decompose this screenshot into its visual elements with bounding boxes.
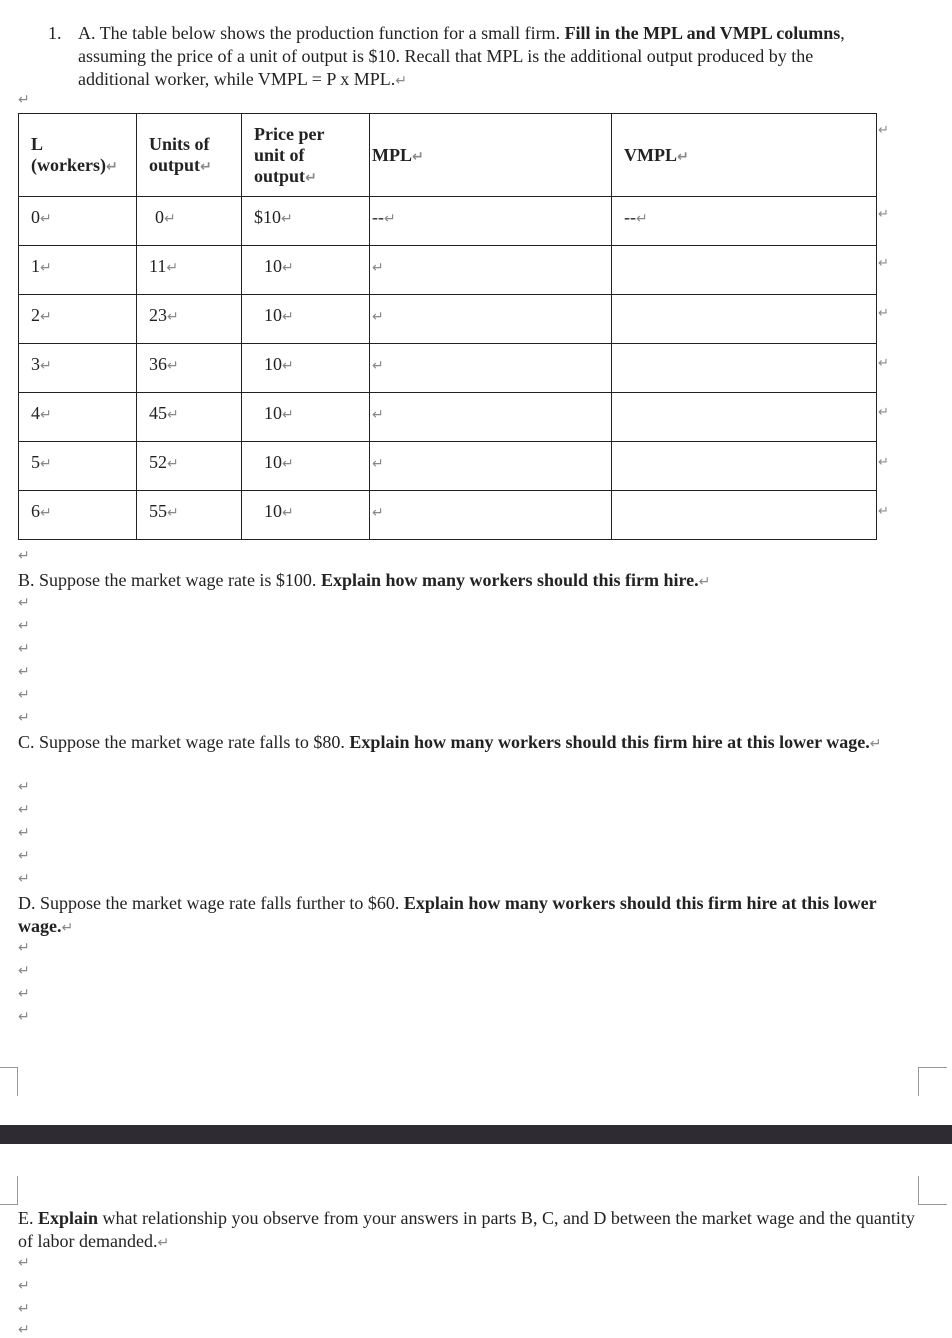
cell-l: 2↵ (19, 295, 137, 344)
table-row (19, 344, 877, 393)
cell-units: 45↵ (137, 393, 242, 442)
table-row (19, 197, 877, 246)
cell-vmpl[interactable] (612, 344, 877, 393)
cell-l: 4↵ (19, 393, 137, 442)
production-table (18, 113, 877, 540)
paragraph-mark-icon: ↵ (18, 871, 30, 887)
question-1 (48, 22, 868, 93)
header-l: L (workers)↵ (19, 114, 137, 197)
paragraph-mark-icon: ↵ (18, 595, 30, 611)
row-end-mark-icon: ↵ (878, 256, 889, 271)
cell-l: 5↵ (19, 442, 137, 491)
cell-price: 10↵ (242, 344, 370, 393)
cell-mpl[interactable]: --↵ (370, 197, 612, 246)
cell-units: 52↵ (137, 442, 242, 491)
cell-vmpl[interactable] (612, 442, 877, 491)
cell-vmpl[interactable] (612, 491, 877, 540)
cell-price: 10↵ (242, 393, 370, 442)
question-lead: A. The table below shows the production function for a small firm. (78, 23, 565, 43)
cell-units: 55↵ (137, 491, 242, 540)
paragraph-mark-icon: ↵ (18, 1278, 30, 1294)
paragraph-mark-icon: ↵ (18, 848, 30, 864)
header-price: Price per unit of output↵ (242, 114, 370, 197)
crop-mark (918, 1067, 947, 1096)
cell-price: $10↵ (242, 197, 370, 246)
cell-vmpl[interactable] (612, 295, 877, 344)
row-end-mark-icon: ↵ (878, 504, 889, 519)
cell-mpl[interactable]: ↵ (370, 246, 612, 295)
paragraph-mark-icon: ↵ (395, 73, 407, 89)
cell-mpl[interactable]: ↵ (370, 344, 612, 393)
cell-price: 10↵ (242, 295, 370, 344)
cell-units: 11↵ (137, 246, 242, 295)
row-end-mark-icon: ↵ (878, 455, 889, 470)
header-mpl: MPL↵ (370, 114, 612, 197)
paragraph-mark-icon: ↵ (18, 1009, 30, 1025)
paragraph-mark-icon: ↵ (18, 986, 30, 1002)
row-end-mark-icon: ↵ (878, 123, 889, 138)
paragraph-mark-icon: ↵ (18, 1322, 30, 1338)
cell-units: 0↵ (137, 197, 242, 246)
part-c: C. Suppose the market wage rate falls to $80. Explain how many workers should this firm hire at this lower wage.↵ (18, 732, 882, 752)
cell-vmpl[interactable] (612, 246, 877, 295)
paragraph-mark-icon: ↵ (18, 963, 30, 979)
crop-mark (0, 1067, 18, 1096)
paragraph-mark-icon: ↵ (18, 664, 30, 680)
paragraph-mark-icon: ↵ (18, 825, 30, 841)
cell-vmpl[interactable] (612, 393, 877, 442)
cell-l: 1↵ (19, 246, 137, 295)
paragraph-mark-icon: ↵ (18, 1255, 30, 1271)
table-row (19, 393, 877, 442)
paragraph-mark-icon: ↵ (18, 1301, 30, 1317)
cell-price: 10↵ (242, 442, 370, 491)
header-vmpl: VMPL↵ (612, 114, 877, 197)
table-row (19, 295, 877, 344)
paragraph-mark-icon: ↵ (18, 618, 30, 634)
paragraph-mark-icon: ↵ (18, 940, 30, 956)
part-d: D. Suppose the market wage rate falls further to $60. Explain how many workers should this firm hire at this lower wage.↵ (18, 893, 877, 936)
table-row (19, 491, 877, 540)
list-number: 1. (48, 23, 62, 43)
question-1-text (78, 22, 868, 93)
paragraph-mark-icon: ↵ (18, 548, 30, 564)
paragraph-mark-icon: ↵ (18, 687, 30, 703)
cell-mpl[interactable]: ↵ (370, 491, 612, 540)
row-end-mark-icon: ↵ (878, 207, 889, 222)
cell-mpl[interactable]: ↵ (370, 295, 612, 344)
header-units: Units of output↵ (137, 114, 242, 197)
paragraph-mark-icon: ↵ (18, 710, 30, 726)
cell-l: 3↵ (19, 344, 137, 393)
row-end-mark-icon: ↵ (878, 405, 889, 420)
cell-l: 6↵ (19, 491, 137, 540)
page-break-divider (0, 1125, 952, 1144)
table-header-row (19, 114, 877, 197)
question-rest: , assuming the price of a unit of output is $10. Recall that MPL is the additional output produced by the additional worker, while VMPL = P x MPL. (78, 23, 845, 89)
paragraph-mark-icon: ↵ (18, 641, 30, 657)
cell-price: 10↵ (242, 246, 370, 295)
row-end-mark-icon: ↵ (878, 306, 889, 321)
table-row (19, 246, 877, 295)
part-e: E. Explain what relationship you observe from your answers in parts B, C, and D between the market wage and the quantity of labor demanded.↵ (18, 1208, 915, 1251)
cell-units: 23↵ (137, 295, 242, 344)
paragraph-mark-icon: ↵ (18, 779, 30, 795)
cell-mpl[interactable]: ↵ (370, 393, 612, 442)
question-emphasis: Fill in the MPL and VMPL columns (564, 23, 841, 43)
cell-l: 0↵ (19, 197, 137, 246)
part-b: B. Suppose the market wage rate is $100. Explain how many workers should this firm hire.↵ (18, 570, 711, 590)
cell-price: 10↵ (242, 491, 370, 540)
table-row (19, 442, 877, 491)
paragraph-mark-icon: ↵ (18, 92, 30, 108)
cell-units: 36↵ (137, 344, 242, 393)
cell-mpl[interactable]: ↵ (370, 442, 612, 491)
crop-mark (0, 1176, 18, 1205)
cell-vmpl[interactable]: --↵ (612, 197, 877, 246)
row-end-mark-icon: ↵ (878, 356, 889, 371)
paragraph-mark-icon: ↵ (18, 802, 30, 818)
crop-mark (918, 1176, 947, 1205)
